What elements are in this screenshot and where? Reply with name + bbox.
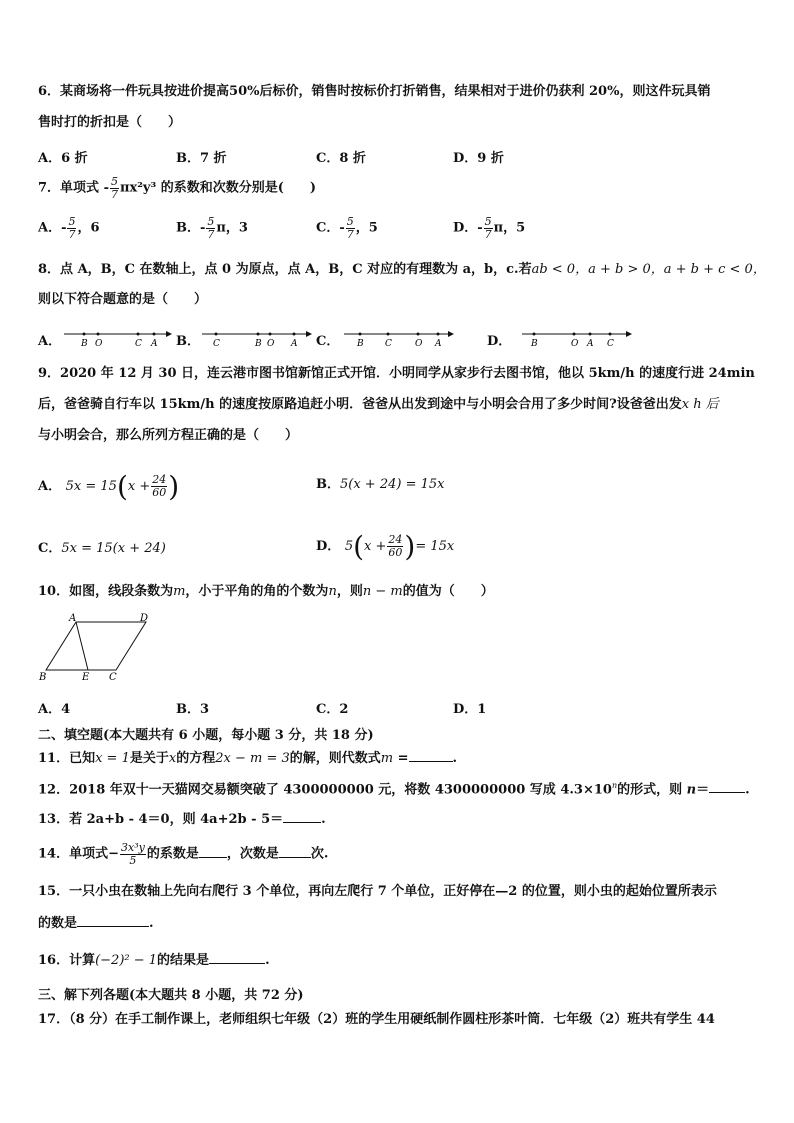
- point-a: [153, 333, 156, 336]
- label-b: B: [255, 339, 262, 348]
- point-a: [293, 333, 296, 336]
- label-c: C: [385, 339, 392, 348]
- q10-option-b: B．3: [176, 702, 210, 717]
- q15-answer-blank: [77, 926, 149, 927]
- label-o: O: [267, 339, 275, 348]
- q7-stem: [38, 176, 758, 200]
- q16-answer-blank: [209, 963, 265, 964]
- q7-monomial: πx²y³: [119, 180, 157, 196]
- q7-option-b: B．- $\frac{5}{7}$ π，3: [176, 215, 248, 241]
- label-o: O: [95, 339, 103, 348]
- point-o: [417, 333, 420, 336]
- q9-option-d: D． 5(x + $\frac{24}{60}$ )= 15x: [316, 530, 455, 563]
- q8-option-d-label: D．: [487, 334, 512, 349]
- q9-option-c: C．5x = 15(x + 24): [38, 541, 166, 556]
- point-c: [215, 333, 218, 336]
- label-a: A: [291, 339, 298, 348]
- point-a: [589, 333, 592, 336]
- q12-answer-blank: [709, 792, 745, 793]
- label-a: A: [151, 339, 158, 348]
- q14-coefficient-blank: [199, 857, 227, 858]
- point-c: [387, 333, 390, 336]
- label-o: O: [571, 339, 579, 348]
- q12: 12．2018 年双十一天猫网交易额突破了 4300000000 元，将数 4300000000 写成 $4.3\times 10^n$的形式，则 n＝ .: [38, 781, 750, 798]
- q7-option-a: A．- $\frac{5}{7}$ ，6: [38, 215, 100, 241]
- point-o: [573, 333, 576, 336]
- point-o: [97, 333, 100, 336]
- q7-option-d: D．- $\frac{5}{7}$ π，5: [453, 215, 526, 241]
- label-c: C: [135, 339, 142, 348]
- label-o: O: [415, 339, 423, 348]
- point-c: [609, 333, 612, 336]
- label-c: C: [109, 672, 117, 683]
- q10-option-c: C．2: [316, 702, 349, 717]
- q9-line1: 9．2020 年 12 月 30 日，连云港市图书馆新馆正式开馆．小明同学从家步行去图书馆，他以 5km/h 的速度行进 24min: [38, 366, 755, 381]
- label-b: B: [81, 339, 88, 348]
- q7-option-c: C．- $\frac{5}{7}$ ，5: [316, 215, 378, 241]
- point-b: [83, 333, 86, 336]
- point-b: [257, 333, 260, 336]
- point-b: [359, 333, 362, 336]
- q8-option-c-label: C．: [316, 334, 340, 349]
- q15-line2: 的数是 .: [38, 916, 154, 931]
- q11: 11．已知x = 1是关于x的方程2x − m = 3的解，则代数式m = .: [38, 751, 458, 766]
- point-a: [437, 333, 440, 336]
- q8-option-d-numberline: [520, 328, 632, 348]
- label-c: C: [607, 339, 614, 348]
- label-d: D: [140, 613, 149, 624]
- point-c: [137, 333, 140, 336]
- q13: 13．若 2a+b - 4＝0，则 4a+2b - 5＝ .: [38, 812, 326, 827]
- label-a: A: [435, 339, 442, 348]
- label-b: B: [39, 672, 47, 683]
- q7-suffix: 的系数和次数分别是( ): [156, 180, 317, 196]
- label-a: A: [69, 613, 77, 624]
- section-3-heading: 三、解下列各题(本大题共 8 小题，共 72 分): [38, 988, 304, 1003]
- q9-line2: 后，爸爸骑自行车以 15km/h 的速度按原路追赶小明．爸爸从出发到途中与小明会合用了多少时间?设爸爸出发x h 后: [38, 397, 719, 412]
- q6-option-c: C．8 折: [316, 151, 366, 166]
- q8-option-b-numberline: [200, 328, 312, 348]
- q9-option-b: B．5(x + 24) = 15x: [316, 477, 445, 492]
- point-o: [269, 333, 272, 336]
- q16: 16．计算(−2)² − 1的结果是 .: [38, 953, 270, 968]
- q10-parallelogram-figure: [36, 612, 166, 684]
- q10-option-d: D．1: [453, 702, 487, 717]
- q6-option-d: D．9 折: [453, 151, 504, 166]
- q14-degree-blank: [279, 857, 311, 858]
- q13-answer-blank: [283, 822, 321, 823]
- q17-line1: 17．（8 分）在手工制作课上，老师组织七年级（2）班的学生用硬纸制作圆柱形茶叶筒．七年级（2）班共有学生 44: [38, 1012, 715, 1027]
- q8-option-c-numberline: [342, 328, 454, 348]
- q7-prefix: 7．单项式 -: [38, 180, 109, 196]
- q6-line1: 6．某商场将一件玩具按进价提高50%后标价，销售时按标价打折销售，结果相对于进价仍获利 20%，则这件玩具销: [38, 84, 711, 99]
- q9-option-a: A． 5x = 15(x + $\frac{24}{60}$ ): [38, 470, 180, 503]
- label-b: B: [531, 339, 538, 348]
- q6-option-b: B．7 折: [176, 151, 227, 166]
- q6-option-a: A．6 折: [38, 151, 88, 166]
- q8-line2: 则以下符合题意的是（ ）: [38, 292, 208, 307]
- q7-frac-den: 7: [110, 187, 118, 201]
- q7-frac-num: 5: [110, 175, 118, 188]
- q7-fraction: [110, 176, 119, 200]
- q9-line3: 与小明会合，那么所列方程正确的是（ ）: [38, 428, 299, 443]
- q14: 14．单项式− $\frac{\text{3x³y}}{5}$ 的系数是 ，次数是 次.: [38, 841, 329, 867]
- q8-option-a-label: A．: [38, 334, 62, 349]
- label-a: A: [587, 339, 594, 348]
- label-c: C: [213, 339, 220, 348]
- q8-condition: ab < 0，a + b > 0，a + b + c < 0，: [531, 262, 766, 277]
- q10-stem: 10．如图，线段条数为m，小于平角的角的个数为n，则n − m的值为（ ）: [38, 584, 494, 599]
- q11-answer-blank: [409, 761, 453, 762]
- q10-option-a: A．4: [38, 702, 71, 717]
- q8-line1: 8．点 A，B，C 在数轴上，点 0 为原点，点 A，B，C 对应的有理数为 a，b，c.若ab < 0，a + b > 0，a + b + c < 0，: [38, 262, 766, 277]
- point-b: [533, 333, 536, 336]
- label-e: E: [82, 672, 90, 683]
- label-b: B: [357, 339, 364, 348]
- section-2-heading: 二、填空题(本大题共有 6 小题，每小题 3 分，共 18 分): [38, 728, 374, 743]
- q15-line1: 15．一只小虫在数轴上先向右爬行 3 个单位，再向左爬行 7 个单位，正好停在—2 的位置，则小虫的起始位置所表示: [38, 884, 717, 899]
- q8-option-a-numberline: [62, 328, 172, 348]
- q8-option-b-label: B．: [176, 334, 200, 349]
- q6-line2: 售时打的折扣是（ ）: [38, 115, 182, 130]
